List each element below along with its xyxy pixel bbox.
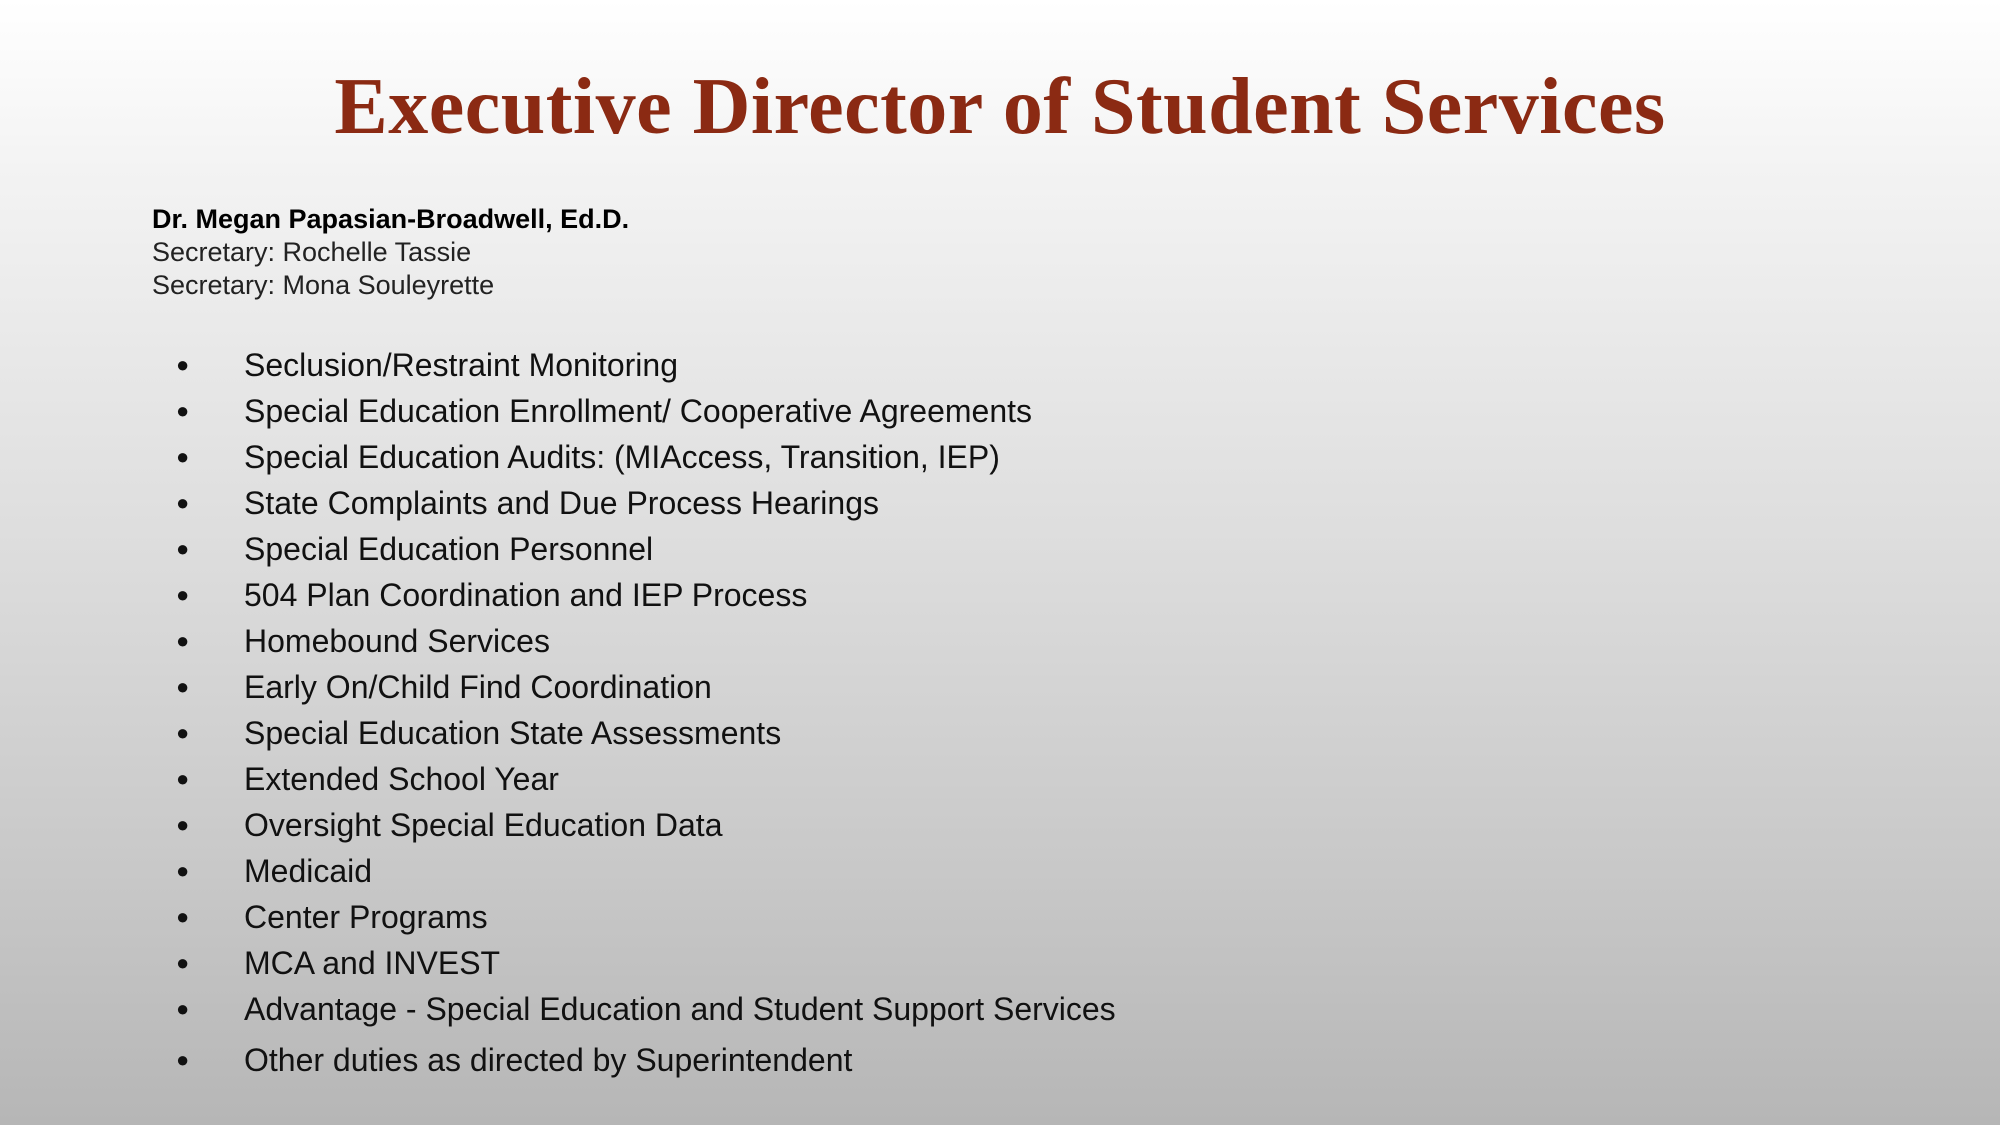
duty-label: Center Programs <box>244 899 488 935</box>
bullet-icon: ● <box>176 858 190 883</box>
duty-label: Other duties as directed by Superintendent <box>244 1042 853 1078</box>
bullet-icon: ● <box>176 812 190 837</box>
bullet-icon: ● <box>176 444 190 469</box>
duty-label: Special Education Personnel <box>244 531 654 567</box>
duty-label: 504 Plan Coordination and IEP Process <box>244 577 808 613</box>
duty-label: State Complaints and Due Process Hearings <box>244 485 879 521</box>
duty-label: Early On/Child Find Coordination <box>244 669 712 705</box>
director-name: Dr. Megan Papasian-Broadwell, Ed.D. <box>152 204 630 234</box>
bullet-icon: ● <box>176 490 190 515</box>
duty-label: MCA and INVEST <box>244 945 501 981</box>
duty-label: Homebound Services <box>244 623 550 659</box>
contact-block <box>152 203 629 302</box>
bullet-icon: ● <box>176 398 190 423</box>
secretary-line: Secretary: Rochelle Tassie <box>152 237 472 267</box>
bullet-icon: ● <box>176 536 190 561</box>
duty-label: Oversight Special Education Data <box>244 807 723 843</box>
bullet-icon: ● <box>176 674 190 699</box>
duty-label: Special Education Enrollment/ Cooperative Agreements <box>244 393 1032 429</box>
duty-label: Special Education Audits: (MIAccess, Transition, IEP) <box>244 439 1000 475</box>
duty-label: Special Education State Assessments <box>244 715 782 751</box>
bullet-icon: ● <box>176 628 190 653</box>
bullet-icon: ● <box>176 582 190 607</box>
secretary-line: Secretary: Mona Souleyrette <box>152 270 495 300</box>
slide-title: Executive Director of Student Services <box>334 63 1666 151</box>
bullet-icon: ● <box>176 904 190 929</box>
bullet-icon: ● <box>176 766 190 791</box>
bullet-icon: ● <box>176 1047 190 1072</box>
bullet-icon: ● <box>176 996 190 1021</box>
duty-label: Seclusion/Restraint Monitoring <box>244 347 678 383</box>
bullet-icon: ● <box>176 950 190 975</box>
duty-label: Advantage - Special Education and Student Support Services <box>244 991 1116 1027</box>
bullet-icon: ● <box>176 352 190 377</box>
duty-label: Medicaid <box>244 853 373 889</box>
bullet-icon: ● <box>176 720 190 745</box>
duty-label: Extended School Year <box>244 761 559 797</box>
